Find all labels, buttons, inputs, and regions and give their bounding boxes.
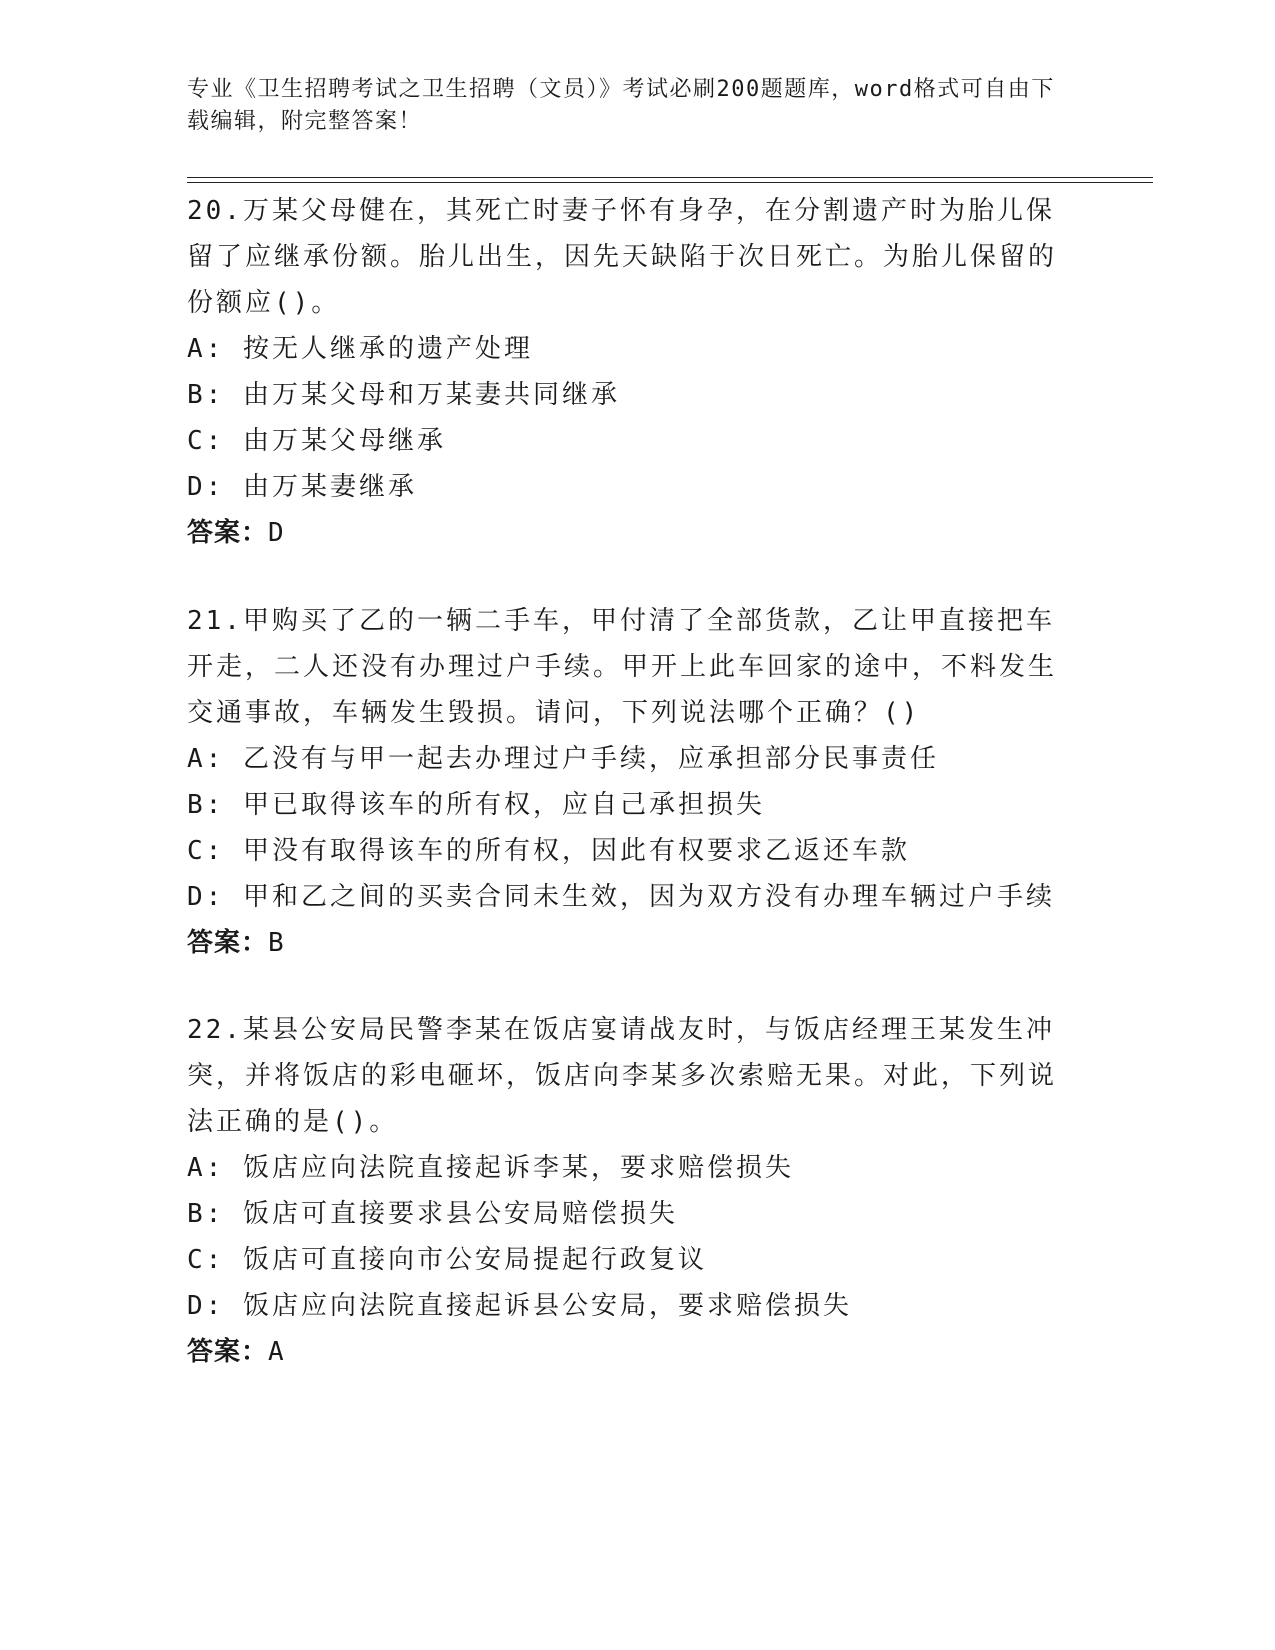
question-stem: 21.甲购买了乙的一辆二手车，甲付清了全部货款，乙让甲直接把车开走，二人还没有办理过户手续。甲开上此车回家的途中，不料发生交通事故，车辆发生毁损。请问，下列说法哪个正确？() xyxy=(187,606,1058,728)
answer-value: D xyxy=(268,518,285,548)
answer-label: 答案： xyxy=(187,518,269,548)
option-d: D: 饭店应向法院直接起诉县公安局，要求赔偿损失 xyxy=(187,1291,852,1321)
option-d: D: 甲和乙之间的买卖合同未生效，因为双方没有办理车辆过户手续 xyxy=(187,882,1055,912)
option-b: B: 甲已取得该车的所有权，应自己承担损失 xyxy=(187,790,765,820)
header-divider-top xyxy=(187,177,1153,178)
option-a: A: 乙没有与甲一起去办理过户手续，应承担部分民事责任 xyxy=(187,744,939,774)
answer-value: B xyxy=(268,928,285,958)
answer-value: A xyxy=(268,1337,285,1367)
document-header: 专业《卫生招聘考试之卫生招聘（文员）》考试必刷200题题库，word格式可自由下载编辑，附完整答案！ xyxy=(187,77,1055,134)
answer-line xyxy=(187,1329,1067,1375)
answer-line xyxy=(187,920,1067,966)
answer-label: 答案： xyxy=(187,1337,269,1367)
question-stem: 20.万某父母健在，其死亡时妻子怀有身孕，在分割遗产时为胎儿保留了应继承份额。胎儿出生，因先天缺陷于次日死亡。为胎儿保留的份额应()。 xyxy=(187,196,1058,318)
answer-line xyxy=(187,510,1067,556)
option-a: A: 按无人继承的遗产处理 xyxy=(187,334,533,364)
question-22 xyxy=(187,1007,1067,1375)
question-21 xyxy=(187,598,1067,966)
option-a: A: 饭店应向法院直接起诉李某，要求赔偿损失 xyxy=(187,1153,794,1183)
header-divider-bottom xyxy=(187,182,1153,183)
question-stem: 22.某县公安局民警李某在饭店宴请战友时，与饭店经理王某发生冲突，并将饭店的彩电砸坏，饭店向李某多次索赔无果。对此，下列说法正确的是()。 xyxy=(187,1015,1058,1137)
option-c: C: 饭店可直接向市公安局提起行政复议 xyxy=(187,1245,707,1275)
option-c: C: 由万某父母继承 xyxy=(187,426,446,456)
question-20 xyxy=(187,188,1067,556)
option-b: B: 饭店可直接要求县公安局赔偿损失 xyxy=(187,1199,678,1229)
answer-label: 答案： xyxy=(187,928,269,958)
option-b: B: 由万某父母和万某妻共同继承 xyxy=(187,380,620,410)
option-c: C: 甲没有取得该车的所有权，因此有权要求乙返还车款 xyxy=(187,836,910,866)
option-d: D: 由万某妻继承 xyxy=(187,472,417,502)
